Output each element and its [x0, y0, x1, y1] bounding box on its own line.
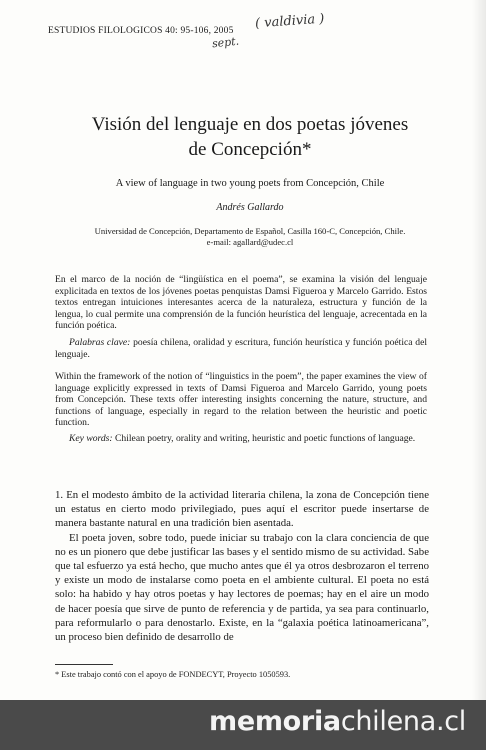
email-line: e-mail: agallard@udec.cl [206, 237, 294, 247]
title-line-1: Visión del lenguaje en dos poetas jóvenes [91, 114, 409, 135]
handwritten-note-date: sept. [211, 34, 240, 51]
brand-part-1: memoria [209, 706, 341, 737]
author-affiliation [60, 226, 440, 248]
abstract-spanish [55, 274, 427, 332]
page-edge-shadow [472, 0, 486, 700]
footnote-divider [55, 664, 113, 665]
keywords-spanish [55, 337, 427, 360]
brand-part-2: chilena.cl [340, 706, 466, 737]
abstract-english [55, 371, 427, 429]
abstract-es-text: En el marco de la noción de “lingüística en el poema”, se examina la visión del lenguaje explicitada en textos de los jóvenes poetas penquistas Damsi Figueroa y Marcelo Garrido. Estos textos entregan intuiciones interesantes acerca de la naturaleza, estructura y función de la lengua, lo cual permite una comprensión de la función heurística del lenguaje, acrecentada en la función poética. [55, 274, 427, 332]
keywords-en-text: Chilean poetry, orality and writing, heuristic and poetic functions of language. [115, 433, 416, 444]
handwritten-note: ( valdivia ) [254, 11, 325, 32]
abstract-en-text: Within the framework of the notion of “linguistics in the poem”, the paper examines the view of language explicitly expressed in texts of Damsi Figueroa and Marcelo Garrido, young poets from Concepción. These texts offer interesting insights concerning the nature, structure, and functions of language, especially in regard to the relation between the heuristic and poetic function. [55, 371, 427, 429]
journal-reference: ESTUDIOS FILOLOGICOS 40: 95-106, 2005 [48, 26, 234, 36]
keywords-english [55, 433, 427, 445]
footnote: * Este trabajo contó con el apoyo de FONDECYT, Proyecto 1050593. [55, 670, 291, 679]
affiliation-line: Universidad de Concepción, Departamento de Español, Casilla 160-C, Concepción, Chile. [94, 226, 406, 236]
english-title: A view of language in two young poets from Concepción, Chile [115, 178, 385, 189]
paragraph-1: 1. En el modesto ámbito de la actividad literaria chilena, la zona de Concepción tiene un estatus en cierto modo privilegiado, pues aquí el escritor puede insertarse de manera bastante natural en una tradición bien asentada. [55, 489, 429, 530]
body-text [55, 488, 429, 644]
author-name: Andrés Gallardo [216, 202, 284, 213]
keywords-es-text: poesía chilena, oralidad y escritura, función heurística y función poética del lenguaje. [55, 337, 427, 360]
keywords-es-label: Palabras clave: [69, 337, 131, 348]
memoriachilena-logo [209, 706, 466, 737]
paragraph-2: El poeta joven, sobre todo, puede iniciar su trabajo con la clara conciencia de que no es un pionero que debe justificar las bases y el sentido mismo de su actividad. Sabe que tal esfuerzo ya está hecho, que mucho antes que él ya otros desbrozaron el terreno y existe un modo de instalarse como poeta en el ambiente cultural. El poeta no está solo: ha habido y hay otros poetas y hay lectores de poemas; hay en el aire un modo de hacer poesía que sirve de punto de referencia y de partida, ya sea para continuarlo, para reformularlo o para denostarlo. Existe, en la “galaxia poética latinoamericana”, un proceso bien definido de desarrollo de [55, 531, 429, 644]
title-line-2: de Concepción* [188, 139, 312, 160]
keywords-en-label: Key words: [69, 433, 113, 444]
article-title [40, 112, 460, 162]
